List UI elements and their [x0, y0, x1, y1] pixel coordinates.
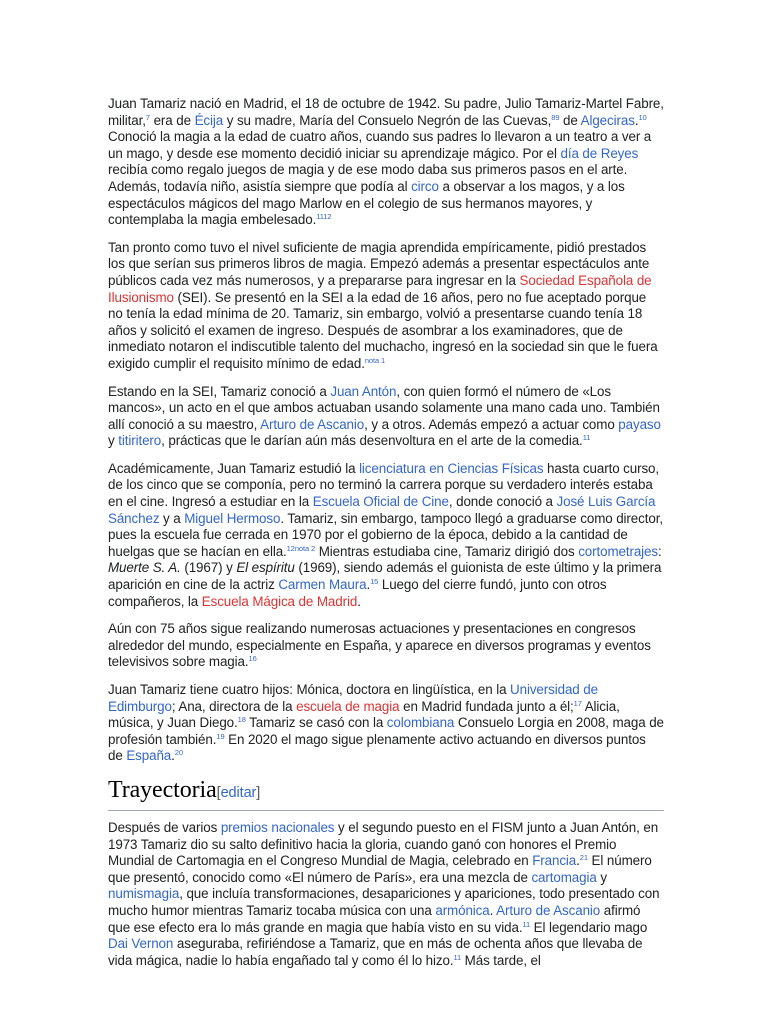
link-sociedad-espanola-ilusionismo[interactable]: Sociedad Española de Ilusionismo [108, 272, 652, 305]
link-jose-luis-garcia-sanchez[interactable]: José Luis García Sánchez [108, 494, 656, 526]
text: . [576, 853, 580, 869]
section-title: Trayectoria [108, 776, 217, 803]
reference[interactable]: 12nota 2 [286, 543, 316, 553]
text: y a [159, 510, 185, 526]
link-payaso[interactable]: payaso [618, 416, 661, 432]
text: y su madre, María del Consuelo Negrón de las Cuevas, [223, 112, 552, 128]
edit-link[interactable]: editar [220, 784, 257, 801]
text: Después de varios [108, 819, 221, 835]
link-universidad-de-edimburgo[interactable]: Universidad de Edimburgo [108, 682, 598, 714]
link-algeciras[interactable]: Algeciras [580, 112, 635, 128]
link-escuela-magica-de-madrid[interactable]: Escuela Mágica de Madrid [201, 593, 358, 609]
link-dia-de-reyes[interactable]: día de Reyes [560, 145, 639, 161]
paragraph-sei [108, 240, 664, 373]
text: Conoció la magia a la edad de cuatro años, cuando sus padres lo llevaron a un teatro a ver a un mago, y desde ese momento decidió iniciar su aprendizaje mágico. Por el [108, 129, 652, 161]
link-espana[interactable]: España [126, 748, 172, 764]
reference[interactable]: 20 [174, 748, 183, 758]
text: , que incluía transformaciones, desapariciones y apariciones, todo presentado con mucho humor mientras Tamariz tocaba música con una [108, 886, 660, 918]
text: (1967) y [180, 560, 237, 576]
link-escuela-oficial-de-cine[interactable]: Escuela Oficial de Cine [312, 494, 449, 510]
text: hasta cuarto curso, de los cinco que se componía, pero no terminó la carrera porque su verdadero interés estaba en el cine. Ingresó a estudiar en la [108, 460, 660, 510]
text: y [596, 869, 607, 885]
text: (1969), siendo además el guionista de este último y la primera aparición en cine de la actriz [108, 560, 662, 593]
text: , y a otros. Además empezó a actuar como [364, 416, 619, 432]
text: . [489, 902, 497, 918]
link-escuela-de-magia[interactable]: escuela de magia [296, 698, 400, 714]
paragraph-biography [108, 96, 664, 229]
reference[interactable]: 10 [638, 112, 647, 122]
text: Aún con 75 años sigue realizando numerosas actuaciones y presentaciones en congresos alrededor del mundo, especialmente en España, y aparece en diversos programas y eventos televisivos sobre magia. [108, 621, 651, 670]
reference[interactable]: 16 [248, 654, 257, 664]
section-heading-trayectoria [108, 776, 664, 811]
text: ; Ana, directora de la [171, 698, 297, 714]
text: Tamariz se casó con la [245, 715, 387, 731]
reference[interactable]: 21 [579, 853, 588, 863]
text: Estando en la SEI, Tamariz conoció a [108, 383, 331, 399]
link-numismagia[interactable]: numismagia [108, 886, 180, 902]
text: Consuelo Lorgia en 2008, maga de profesión también. [108, 715, 664, 747]
link-titiritero[interactable]: titiritero [118, 433, 162, 449]
paragraph-current-activity [108, 621, 664, 671]
text: (SEI). Se presentó en la SEI a la edad de 16 años, pero no fue aceptado porque no tenía la edad mínima de 20. Tamariz, sin embargo, volvió a presentarse cuando tenía 18 años y solicitó el examen de ingreso. Después de asombrar a los examinadores, que de inmediato notaron el indiscutible talento del muchacho, ingresó en la sociedad sin que le fuera exigido cumplir el requisito mínimo de edad. [108, 289, 658, 371]
text: . [634, 112, 639, 128]
reference[interactable]: 18 [237, 715, 246, 725]
text: El número que presentó, conocido como «El número de París», era una mezcla de [108, 853, 652, 885]
bracket-open: [ [216, 784, 221, 801]
reference[interactable]: 17 [573, 698, 582, 708]
text: . [357, 593, 361, 609]
reference[interactable]: 11 [522, 919, 531, 929]
link-juan-anton[interactable]: Juan Antón [330, 383, 397, 399]
text: y el segundo puesto en el FISM junto a Juan Antón, en 1973 Tamariz dio su salto definitivo hacia la gloria, cuando ganó con honores el Premio Mundial de Cartomagia en el Congreso Mundial de Magia, celebrado en [108, 819, 659, 869]
link-miguel-hermoso[interactable]: Miguel Hermoso [184, 510, 281, 526]
link-ciencias-fisicas[interactable]: licenciatura en Ciencias Físicas [359, 460, 544, 476]
reference[interactable]: 7 [145, 112, 150, 122]
link-arturo-de-ascanio[interactable]: Arturo de Ascanio [260, 416, 365, 432]
text: afirmó que ese efecto era lo más grande en magia que había visto en su vida. [108, 902, 641, 935]
text: en Madrid fundada junto a él; [399, 698, 574, 714]
text: aseguraba, refiriéndose a Tamariz, que en más de ochenta años que llevaba de vida mágica, nadie lo había engañado tal y como él lo hizo. [108, 936, 643, 968]
reference[interactable]: 11 [453, 952, 462, 962]
link-circo[interactable]: circo [411, 178, 439, 194]
text: Juan Tamariz nació en Madrid, el 18 de octubre de 1942. Su padre, Julio Tamariz-Martel Fabre, militar, [108, 96, 664, 128]
text: Académicamente, Juan Tamariz estudió la [108, 460, 360, 476]
text: El legendario mago [530, 919, 648, 935]
reference[interactable]: 11 [582, 433, 591, 443]
text: , prácticas que le darían aún más desenvoltura en el arte de la comedia. [161, 433, 583, 449]
link-francia[interactable]: Francia [532, 853, 577, 869]
edit-section [217, 785, 261, 801]
link-dai-vernon[interactable]: Dai Vernon [108, 936, 174, 952]
text: , donde conoció a [448, 494, 557, 510]
text: Luego del cierre fundó, junto con otros compañeros, la [108, 577, 607, 609]
text: Juan Tamariz tiene cuatro hijos: Mónica, doctora en lingüística, en la [108, 682, 511, 697]
text: , con quien formó el número de «Los mancos», un acto en el que ambos actuaban usando solamente una mano cada uno. También allí conoció a su maestro, [108, 383, 660, 432]
text: . [366, 577, 371, 593]
text: Tan pronto como tuvo el nivel suficiente de magia aprendida empíricamente, pidió prestados los que serían sus primeros libros de magia. Empezó además a presentar espectáculos ante públicos cada vez más numerosos, y a prepararse para ingresar en la [108, 239, 650, 288]
link-arturo-de-ascanio[interactable]: Arturo de Ascanio [496, 902, 601, 918]
paragraph-juan-anton [108, 384, 664, 450]
text: Más tarde, el [461, 952, 541, 968]
text: de [559, 112, 581, 128]
film-title: El espíritu [236, 560, 295, 576]
link-armonica[interactable]: armónica [435, 902, 490, 918]
reference[interactable]: 1112 [316, 212, 332, 222]
paragraph-trayectoria [108, 820, 664, 969]
link-carmen-maura[interactable]: Carmen Maura [278, 577, 367, 593]
paragraph-family [108, 682, 664, 765]
text: : [658, 543, 662, 559]
paragraph-academics [108, 461, 664, 610]
link-colombiana[interactable]: colombiana [386, 715, 455, 731]
reference[interactable]: 15 [370, 577, 379, 587]
link-cortometrajes[interactable]: cortometrajes [578, 543, 659, 559]
text: En 2020 el mago sigue plenamente activo actuando en diversos puntos de [108, 731, 646, 764]
text: Mientras estudiaba cine, Tamariz dirigió dos [315, 543, 579, 559]
film-title: Muerte S. A. [108, 560, 181, 576]
text: . [171, 748, 175, 764]
bracket-close: ] [256, 784, 261, 801]
text: . Tamariz, sin embargo, tampoco llegó a graduarse como director, pues la escuela fue cerrada en 1970 por el gobierno de la época, debido a la cantidad de huelgas que se hacían en ella. [108, 510, 663, 559]
link-ecija[interactable]: Écija [194, 112, 224, 128]
text: y [108, 433, 119, 449]
article-content [108, 96, 664, 980]
text: era de [149, 112, 195, 128]
text: recibía como regalo juegos de magia y de ese modo daba sus primeros pasos en el arte. Además, todavía niño, asistía siempre que podía al [108, 162, 628, 194]
text: a observar a los magos, y a los espectáculos mágicos del mago Marlow en el colegio de sus hermanos mayores, y contemplaba la magia embelesado. [108, 178, 625, 228]
link-premios-nacionales[interactable]: premios nacionales [220, 819, 335, 835]
reference[interactable]: nota 1 [364, 355, 386, 365]
reference[interactable]: 89 [551, 112, 560, 122]
text: Alicia, música, y Juan Diego. [108, 698, 620, 731]
link-cartomagia[interactable]: cartomagia [531, 869, 597, 885]
reference[interactable]: 19 [216, 731, 225, 741]
